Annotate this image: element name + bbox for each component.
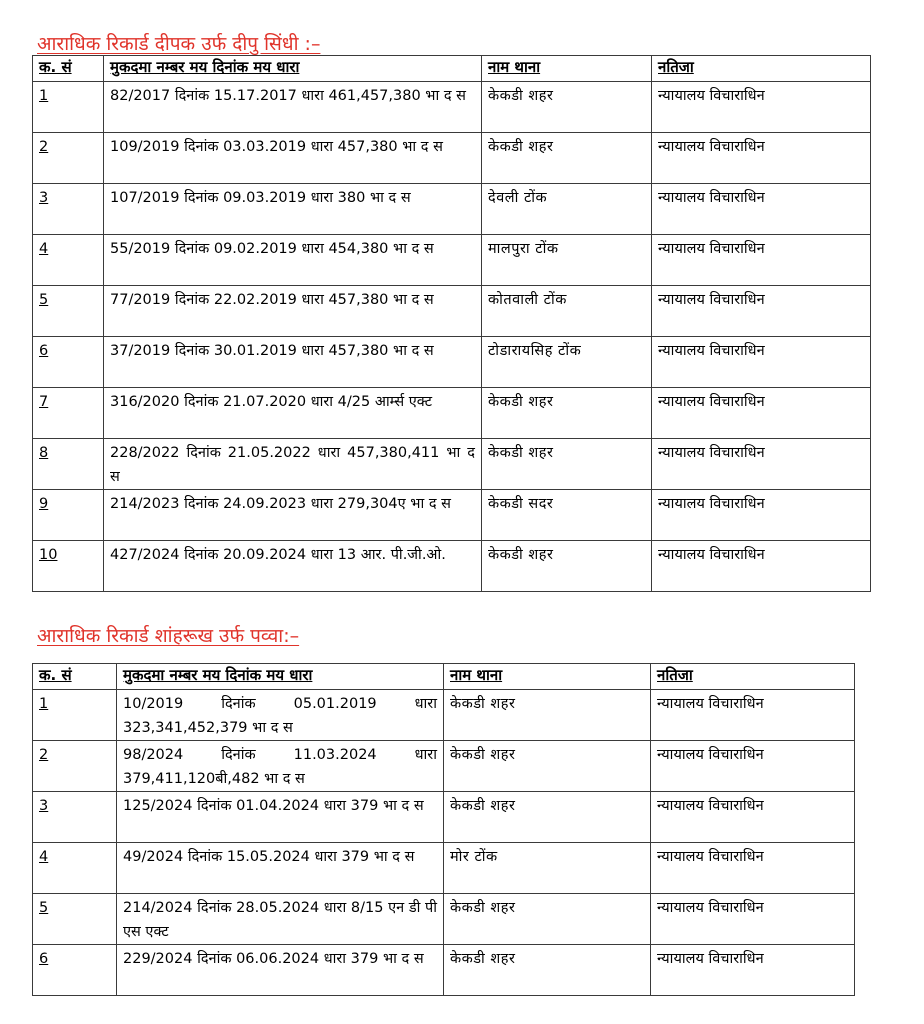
case-result: न्यायालय विचाराधिन bbox=[651, 690, 855, 741]
case-result: न्यायालय विचाराधिन bbox=[652, 439, 871, 490]
table-row bbox=[33, 286, 871, 337]
table-row bbox=[33, 337, 871, 388]
table-header-row bbox=[33, 664, 855, 690]
case-details: 37/2019 दिनांक 30.01.2019 धारा 457,380 भा द स bbox=[104, 337, 482, 388]
section2-heading: आराधिक रिकार्ड शांहरूख उर्फ पव्वा:– bbox=[37, 625, 300, 647]
col-header-result: नतिजा bbox=[652, 56, 871, 82]
serial-number: 9 bbox=[33, 490, 104, 541]
case-details: 107/2019 दिनांक 09.03.2019 धारा 380 भा द स bbox=[104, 184, 482, 235]
case-details: 214/2024 दिनांक 28.05.2024 धारा 8/15 एन डी पी एस एक्ट bbox=[117, 894, 444, 945]
table-row bbox=[33, 439, 871, 490]
serial-number: 1 bbox=[33, 82, 104, 133]
serial-number: 3 bbox=[33, 184, 104, 235]
police-station: केकडी शहर bbox=[444, 741, 651, 792]
case-details: 82/2017 दिनांक 15.17.2017 धारा 461,457,380 भा द स bbox=[104, 82, 482, 133]
serial-number: 4 bbox=[33, 843, 117, 894]
table-row bbox=[33, 490, 871, 541]
serial-number: 8 bbox=[33, 439, 104, 490]
serial-number: 6 bbox=[33, 337, 104, 388]
police-station: केकडी शहर bbox=[444, 945, 651, 996]
case-result: न्यायालय विचाराधिन bbox=[652, 541, 871, 592]
case-details: 316/2020 दिनांक 21.07.2020 धारा 4/25 आर्म्स एक्ट bbox=[104, 388, 482, 439]
criminal-record-table-1 bbox=[32, 55, 871, 592]
case-details: 49/2024 दिनांक 15.05.2024 धारा 379 भा द स bbox=[117, 843, 444, 894]
serial-number: 3 bbox=[33, 792, 117, 843]
police-station: केकडी शहर bbox=[444, 792, 651, 843]
police-station: मालपुरा टोंक bbox=[482, 235, 652, 286]
case-result: न्यायालय विचाराधिन bbox=[652, 490, 871, 541]
police-station: केकडी शहर bbox=[482, 388, 652, 439]
case-details: 427/2024 दिनांक 20.09.2024 धारा 13 आर. पी.जी.ओ. bbox=[104, 541, 482, 592]
serial-number: 7 bbox=[33, 388, 104, 439]
police-station: टोडारायसिह टोंक bbox=[482, 337, 652, 388]
col-header-serial: क. सं bbox=[33, 56, 104, 82]
case-result: न्यायालय विचाराधिन bbox=[652, 235, 871, 286]
case-details: 109/2019 दिनांक 03.03.2019 धारा 457,380 भा द स bbox=[104, 133, 482, 184]
col-header-case: मुकदमा नम्बर मय दिनांक मय धारा bbox=[104, 56, 482, 82]
table-row bbox=[33, 82, 871, 133]
serial-number: 6 bbox=[33, 945, 117, 996]
case-details: 125/2024 दिनांक 01.04.2024 धारा 379 भा द स bbox=[117, 792, 444, 843]
police-station: केकडी शहर bbox=[444, 690, 651, 741]
table-row bbox=[33, 945, 855, 996]
police-station: केकडी शहर bbox=[482, 82, 652, 133]
case-result: न्यायालय विचाराधिन bbox=[652, 337, 871, 388]
table-row bbox=[33, 541, 871, 592]
case-details: 98/2024 दिनांक 11.03.2024 धारा 379,411,120बी,482 भा द स bbox=[117, 741, 444, 792]
serial-number: 10 bbox=[33, 541, 104, 592]
table-header-row bbox=[33, 56, 871, 82]
case-details: 214/2023 दिनांक 24.09.2023 धारा 279,304ए भा द स bbox=[104, 490, 482, 541]
section1-heading: आराधिक रिकार्ड दीपक उर्फ दीपु सिंधी :– bbox=[37, 33, 321, 55]
case-details: 55/2019 दिनांक 09.02.2019 धारा 454,380 भा द स bbox=[104, 235, 482, 286]
case-result: न्यायालय विचाराधिन bbox=[652, 82, 871, 133]
table-row bbox=[33, 792, 855, 843]
table-row bbox=[33, 133, 871, 184]
serial-number: 4 bbox=[33, 235, 104, 286]
table-row bbox=[33, 741, 855, 792]
serial-number: 5 bbox=[33, 894, 117, 945]
police-station: केकडी शहर bbox=[482, 439, 652, 490]
table-row bbox=[33, 843, 855, 894]
police-station: केकडी शहर bbox=[444, 894, 651, 945]
case-result: न्यायालय विचाराधिन bbox=[652, 184, 871, 235]
col-header-serial: क. सं bbox=[33, 664, 117, 690]
case-details: 229/2024 दिनांक 06.06.2024 धारा 379 भा द स bbox=[117, 945, 444, 996]
case-details: 228/2022 दिनांक 21.05.2022 धारा 457,380,411 भा द स bbox=[104, 439, 482, 490]
case-result: न्यायालय विचाराधिन bbox=[651, 792, 855, 843]
col-header-station: नाम थाना bbox=[482, 56, 652, 82]
serial-number: 5 bbox=[33, 286, 104, 337]
col-header-case: मुकदमा नम्बर मय दिनांक मय धारा bbox=[117, 664, 444, 690]
table-row bbox=[33, 235, 871, 286]
col-header-result: नतिजा bbox=[651, 664, 855, 690]
police-station: मोर टोंक bbox=[444, 843, 651, 894]
police-station: देवली टोंक bbox=[482, 184, 652, 235]
table-row bbox=[33, 388, 871, 439]
criminal-record-table-2 bbox=[32, 663, 855, 996]
serial-number: 2 bbox=[33, 133, 104, 184]
case-result: न्यायालय विचाराधिन bbox=[651, 894, 855, 945]
police-station: केकडी शहर bbox=[482, 133, 652, 184]
case-result: न्यायालय विचाराधिन bbox=[652, 388, 871, 439]
case-result: न्यायालय विचाराधिन bbox=[652, 286, 871, 337]
col-header-station: नाम थाना bbox=[444, 664, 651, 690]
serial-number: 2 bbox=[33, 741, 117, 792]
case-details: 10/2019 दिनांक 05.01.2019 धारा 323,341,452,379 भा द स bbox=[117, 690, 444, 741]
table-row bbox=[33, 184, 871, 235]
table-row bbox=[33, 690, 855, 741]
serial-number: 1 bbox=[33, 690, 117, 741]
police-station: केकडी शहर bbox=[482, 541, 652, 592]
case-result: न्यायालय विचाराधिन bbox=[652, 133, 871, 184]
table-row bbox=[33, 894, 855, 945]
police-station: केकडी सदर bbox=[482, 490, 652, 541]
case-result: न्यायालय विचाराधिन bbox=[651, 945, 855, 996]
case-result: न्यायालय विचाराधिन bbox=[651, 843, 855, 894]
case-details: 77/2019 दिनांक 22.02.2019 धारा 457,380 भा द स bbox=[104, 286, 482, 337]
police-station: कोतवाली टोंक bbox=[482, 286, 652, 337]
case-result: न्यायालय विचाराधिन bbox=[651, 741, 855, 792]
